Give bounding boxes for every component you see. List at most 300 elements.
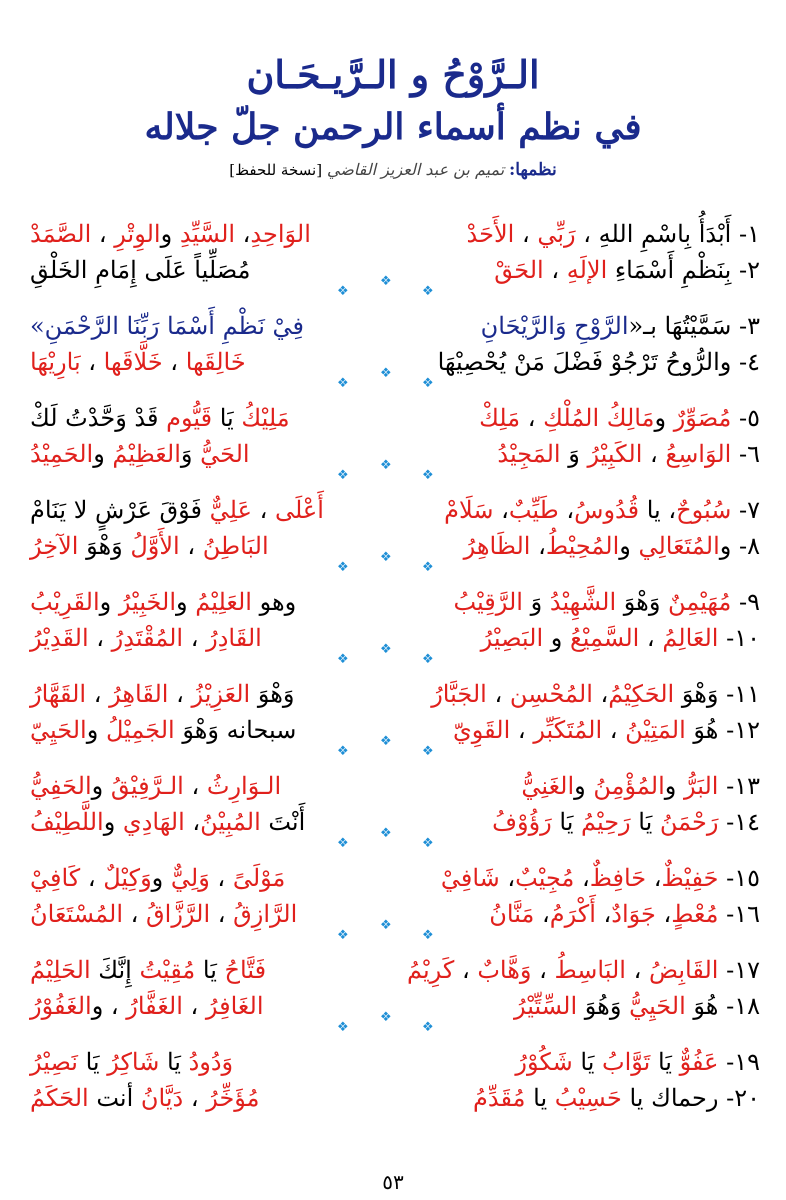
verse-text: المُؤْمِنُ [593, 772, 665, 800]
verse-text: كَرِيْمُ [406, 956, 455, 984]
verse-text: الحَكِيْمُ [608, 680, 675, 708]
verse-text: الإلَهِ [566, 256, 608, 284]
ornament-icon: ❖ [380, 274, 392, 289]
verse-text: فِيْ نَظْمِ أَسْمَا رَبِّنَا الرَّحْمَنِ» [30, 312, 305, 340]
ornament-icon: ❖ [337, 1020, 349, 1035]
ornament-icon: ❖ [337, 744, 349, 759]
ornament-icon: ❖ [422, 376, 434, 391]
verse-text: الكَبِيْرُ [587, 440, 643, 468]
verse-text: مَلِيْكُ [241, 404, 290, 432]
verse-second-hemistich [30, 404, 380, 432]
verse-text: و [151, 864, 171, 892]
verse-number: ١٩- [718, 1048, 760, 1076]
verse-text: بَارِيْهَا [30, 348, 81, 376]
verse-second-hemistich [30, 588, 380, 616]
page-subtitle: في نظم أسماء الرحمن جلّ جلاله [144, 106, 642, 148]
verse-text: وَ [560, 440, 588, 468]
verse-text: وَهْوَ [250, 680, 295, 708]
verse-number: ١٤- [718, 808, 760, 836]
verse-text: مَنَّانُ [489, 900, 535, 928]
verse-first-hemistich [380, 496, 760, 524]
ornament-icon: ❖ [422, 284, 434, 299]
verse-number: ٤- [731, 348, 760, 376]
verse-text: السِّتِّيْرُ [514, 992, 578, 1020]
verse-text: ، [183, 772, 207, 800]
ornament-icon: ❖ [337, 836, 349, 851]
verse-text: مُقِيْتُ [139, 956, 196, 984]
verse-text: ، [514, 220, 538, 248]
verse-text: المُتَعَالِي [638, 532, 720, 560]
verse-text: القَهَّارُ [30, 680, 87, 708]
verse-text: ، [486, 680, 510, 708]
verse-first-hemistich [380, 772, 760, 800]
verse-text: الصَّمَدْ [30, 220, 92, 248]
verse-text: العَظِيْمُ [112, 440, 181, 468]
ornament-divider [30, 458, 760, 492]
verse-text: وَهْوَ [674, 680, 719, 708]
verse-text: العَلِيْمُ [195, 588, 252, 616]
verse-text: الأَوَّلُ [130, 532, 180, 560]
verse-second-hemistich [30, 348, 380, 376]
verse-text: الأَحَدْ [466, 220, 515, 248]
ornament-icon: ❖ [422, 560, 434, 575]
verse-first-hemistich [380, 716, 760, 744]
verse-text: يَا [159, 1048, 189, 1076]
verse-first-hemistich [380, 680, 760, 708]
verse-text: الوَاسِعُ [665, 440, 732, 468]
verse-text: المُحِيْطُ [545, 532, 620, 560]
verse-text: مُعْطٍ [671, 900, 719, 928]
verse-text: و [664, 772, 684, 800]
verse-text: الـرَّفِيْقُ [110, 772, 184, 800]
verse-text: ، [454, 956, 478, 984]
verse-text: شَافِيْ [440, 864, 500, 892]
verse-number: ١٣- [718, 772, 760, 800]
verse-text: قُدُوسُ [574, 496, 640, 524]
verse-number: ٢- [731, 256, 760, 284]
verse-text: ، [80, 864, 104, 892]
verse-text: بِنَظْمِ أَسْمَاءِ [607, 256, 732, 284]
verse-text: و [176, 588, 196, 616]
verse-row [30, 1080, 760, 1116]
verse-first-hemistich [380, 220, 760, 248]
verse-first-hemistich [380, 624, 760, 652]
verse-text: الظَاهِرُ [463, 532, 531, 560]
ornament-divider [30, 734, 760, 768]
verse-text: مُؤَخِّرُ [206, 1084, 260, 1112]
verse-text: الحَكَمُ [30, 1084, 89, 1112]
verse-number: ١٧- [718, 956, 760, 984]
page-number: ٥٣ [382, 1170, 404, 1194]
verse-number: ٧- [731, 496, 760, 524]
verse-number: ٣- [731, 312, 760, 340]
verse-first-hemistich [380, 1048, 760, 1076]
verse-row [30, 712, 760, 748]
verses-container [30, 216, 760, 1116]
verse-text: وَهُوَ [577, 992, 630, 1020]
verse-text: إِنَّكَ [90, 956, 140, 984]
verse-text: حَفِيْظٌ [661, 864, 719, 892]
verse-second-hemistich [30, 1048, 380, 1076]
verse-row [30, 216, 760, 252]
verse-number: ١٠- [718, 624, 760, 652]
verse-text: و [99, 588, 119, 616]
verse-text: سَلَامْ [444, 496, 494, 524]
verse-text: الغَافِرُ [205, 992, 264, 1020]
verse-row [30, 1044, 760, 1080]
verse-second-hemistich [30, 900, 380, 928]
ornament-icon: ❖ [337, 560, 349, 575]
verse-row [30, 860, 760, 896]
verse-row [30, 344, 760, 380]
verse-text: وَكِيْلٌ [103, 864, 152, 892]
verse-text: الجَبَّارُ [431, 680, 487, 708]
verse-text: رحماك يا [621, 1084, 719, 1112]
verse-text: الرَّقِيْبُ [453, 588, 523, 616]
verse-text: الرَّوْحِ وَالرَّيْحَانِ [480, 312, 629, 340]
verse-number: ١٦- [718, 900, 760, 928]
verse-second-hemistich [30, 716, 380, 744]
verse-text: نَصِيْرُ [30, 1048, 78, 1076]
verse-text: ، [209, 864, 233, 892]
verse-text: الآخِرُ [30, 532, 79, 560]
verse-text: مَالِكُ المُلْكِ [543, 404, 655, 432]
verse-second-hemistich [30, 532, 380, 560]
ornament-icon: ❖ [380, 458, 392, 473]
verse-text: المُسْتَعَانُ [30, 900, 124, 928]
verse-text: يَا [212, 404, 242, 432]
verse-text: دَيَّانُ [140, 1084, 184, 1112]
verse-text: كَافِيْ [30, 864, 81, 892]
ornament-divider [30, 826, 760, 860]
ornament-divider [30, 1010, 760, 1044]
verse-text: شَاكِرُ [107, 1048, 160, 1076]
verse-text: عَلِيٌّ [209, 496, 252, 524]
verse-first-hemistich [380, 1084, 760, 1112]
page-title: الـرَّوْحُ و الـرَّيـحَـان [246, 52, 540, 97]
verse-text: فَتَّاحُ [224, 956, 267, 984]
verse-text: الغَفَّارُ [126, 992, 183, 1020]
verse-row [30, 400, 760, 436]
verse-number: ١- [731, 220, 760, 248]
verse-text: ، [574, 864, 590, 892]
verse-text: القَوِيّ [452, 716, 511, 744]
ornament-icon: ❖ [380, 734, 392, 749]
verse-text: ، [210, 900, 234, 928]
verse-text: ، [595, 900, 612, 928]
verse-text: و [103, 808, 123, 836]
verse-row [30, 436, 760, 472]
ornament-icon: ❖ [422, 744, 434, 759]
verse-first-hemistich [380, 532, 760, 560]
verse-text: أَعْلَى [274, 496, 324, 524]
ornament-icon: ❖ [380, 918, 392, 933]
verse-text: أَكْرَمُ [549, 900, 596, 928]
verse-text: الحَيُّ [200, 440, 250, 468]
verse-text: قَيُّوم [166, 404, 213, 432]
verse-text: مُهَيْمِنٌ [668, 588, 732, 616]
verse-text: وَهَّابٌ [477, 956, 532, 984]
ornament-icon: ❖ [337, 284, 349, 299]
verse-text: يَا [630, 808, 660, 836]
verse-number: ٥- [731, 404, 760, 432]
verse-number: ٢٠- [718, 1084, 760, 1112]
verse-row [30, 252, 760, 288]
verse-text: وَهْوَ [616, 588, 669, 616]
verse-text: حَسِيْبُ [554, 1084, 622, 1112]
verse-text: ، [639, 624, 663, 652]
verse-second-hemistich [30, 256, 380, 284]
verse-text: و [654, 404, 674, 432]
verse-number: ١١- [718, 680, 760, 708]
verse-first-hemistich [380, 900, 760, 928]
ornament-icon: ❖ [337, 376, 349, 391]
verse-text: مُقَدِّمُ [473, 1084, 526, 1112]
verse-text: يَا [77, 1048, 108, 1076]
verse-second-hemistich [30, 772, 380, 800]
verse-first-hemistich [380, 348, 760, 376]
verse-text: ، [534, 900, 550, 928]
verse-number: ٨- [731, 532, 760, 560]
verse-first-hemistich [380, 956, 760, 984]
author-name: تميم بن عبد العزيز القاضي [326, 160, 505, 179]
ornament-icon: ❖ [422, 928, 434, 943]
ornament-icon: ❖ [380, 826, 392, 841]
verse-first-hemistich [380, 588, 760, 616]
verse-text: ، [646, 864, 662, 892]
verse-text: حَافِظٌ [589, 864, 647, 892]
verse-text: و [543, 624, 571, 652]
verse-text: القَابِضُ [648, 956, 719, 984]
verse-text: ، [162, 348, 186, 376]
verse-text: الخَبِيْرُ [118, 588, 177, 616]
verse-text: اللَّطِيْفُ [30, 808, 104, 836]
verse-text: و [86, 716, 106, 744]
verse-text: سبحانه وَهْوَ [174, 716, 297, 744]
verse-number: ١٢- [718, 716, 760, 744]
verse-text: وَ [522, 588, 550, 616]
verse-row [30, 676, 760, 712]
verse-text: رَحِيْمُ [581, 808, 631, 836]
verse-text: ، [531, 956, 555, 984]
ornament-divider [30, 366, 760, 400]
ornament-icon: ❖ [337, 652, 349, 667]
verse-text: ، [168, 680, 192, 708]
verse-text: و [719, 532, 732, 560]
verse-text: تَوَّابُ [602, 1048, 651, 1076]
verse-text: ، [530, 532, 546, 560]
verse-text: فَوْقَ عَرْشٍ لا يَنَامْ [30, 496, 210, 524]
verse-text: الحَفِيُّ [30, 772, 92, 800]
verse-second-hemistich [30, 220, 380, 248]
verse-text: هُوَ [685, 716, 719, 744]
verse-text: هُوَ [685, 992, 719, 1020]
verse-number: ٩- [731, 588, 760, 616]
verse-text: مُصَلِّياً عَلَى إِمَامِ الخَلْقِ [30, 256, 251, 284]
verse-text: الرَّزَّاقُ [146, 900, 211, 928]
verse-row [30, 492, 760, 528]
verse-text: ، [179, 532, 203, 560]
verse-text: السَّمِيْعُ [570, 624, 640, 652]
verse-row [30, 768, 760, 804]
verse-text: المَتِيْنُ [625, 716, 686, 744]
verse-text: ، [520, 404, 544, 432]
verse-text: يَا [572, 1048, 603, 1076]
byline-label: نظمها: [508, 160, 557, 180]
verse-text: الوِتْرِ [114, 220, 161, 248]
verse-text: و [574, 772, 594, 800]
verse-text: طَيِّبٌ [508, 496, 559, 524]
verse-number: ٦- [731, 440, 760, 468]
verse-first-hemistich [380, 312, 760, 340]
verse-text: سَمَّيْتُهَا بـ« [628, 312, 732, 340]
byline [0, 160, 786, 180]
verse-text: ، [625, 956, 649, 984]
verse-first-hemistich [380, 256, 760, 284]
verse-first-hemistich [380, 992, 760, 1020]
verse-text: الشَّهِيْدُ [549, 588, 617, 616]
verse-text: القَادِرُ [206, 624, 262, 652]
verse-text: العَزِيْزُ [191, 680, 251, 708]
verse-text: يَا [650, 1048, 680, 1076]
ornament-divider [30, 550, 760, 584]
verse-second-hemistich [30, 312, 380, 340]
verse-text: الهَادِي [122, 808, 185, 836]
verse-second-hemistich [30, 440, 380, 468]
verse-text: ، [602, 716, 626, 744]
verse-row [30, 584, 760, 620]
verse-first-hemistich [380, 404, 760, 432]
verse-text: ، [80, 348, 104, 376]
ornament-icon: ❖ [380, 366, 392, 381]
verse-text: خَلَّاقَها [103, 348, 163, 376]
verse-text: ، [251, 496, 275, 524]
verse-text: المُقْتَدِرُ [111, 624, 184, 652]
verse-text: و [619, 532, 639, 560]
verse-text: السَّيِّدِ [179, 220, 236, 248]
verse-text: الوَاحِدِ [250, 220, 311, 248]
verse-second-hemistich [30, 808, 380, 836]
verse-text: وَ [180, 440, 201, 468]
verse-text: الحَقْ [494, 256, 544, 284]
verse-row [30, 988, 760, 1024]
verse-text: ، [183, 1084, 207, 1112]
verse-first-hemistich [380, 864, 760, 892]
verse-text: ، [235, 220, 251, 248]
verse-text: ، [184, 808, 201, 836]
verse-text: و [160, 220, 180, 248]
verse-row [30, 804, 760, 840]
verse-text: و [91, 772, 111, 800]
ornament-icon: ❖ [337, 468, 349, 483]
verse-first-hemistich [380, 440, 760, 468]
verse-text: رَبِّي [537, 220, 576, 248]
ornament-icon: ❖ [422, 652, 434, 667]
verse-text: ، [123, 900, 147, 928]
verse-row [30, 952, 760, 988]
verse-text: والرُّوحُ تَرْجُوْ فَضْلَ مَنْ يُحْصِيْهَا [437, 348, 732, 376]
verse-second-hemistich [30, 992, 380, 1020]
verse-text: القَاهِرُ [109, 680, 169, 708]
verse-text: وَلِيٌّ [170, 864, 210, 892]
verse-text: الحَيِيُّ [629, 992, 686, 1020]
verse-text: مَلِكْ [479, 404, 521, 432]
ornament-icon: ❖ [380, 1010, 392, 1025]
verse-first-hemistich [380, 808, 760, 836]
verse-number: ١٨- [718, 992, 760, 1020]
verse-text: الجَمِيْلُ [105, 716, 175, 744]
verse-text: وَدُودُ [188, 1048, 234, 1076]
verse-number: ١٥- [718, 864, 760, 892]
verse-text: وَهْوَ [78, 532, 131, 560]
verse-text: مُصَوِّرٌ [673, 404, 732, 432]
verse-text: ، [182, 992, 206, 1020]
verse-text: أنت [88, 1084, 141, 1112]
edition-note: [نسخة للحفظ] [229, 161, 323, 179]
verse-text: ، [88, 624, 112, 652]
verse-text: المُبِيْنُ [200, 808, 261, 836]
ornament-icon: ❖ [422, 468, 434, 483]
verse-text: ، [493, 496, 509, 524]
verse-text: جَوَادٌ [611, 900, 656, 928]
verse-row [30, 308, 760, 344]
verse-text: مَوْلَىً [232, 864, 286, 892]
ornament-icon: ❖ [422, 836, 434, 851]
ornament-icon: ❖ [422, 1020, 434, 1035]
verse-text: أَنْتَ [260, 808, 306, 836]
verse-text: الـوَارِثُ [206, 772, 282, 800]
verse-text: ، يا [639, 496, 677, 524]
ornament-divider [30, 918, 760, 952]
verse-text: ، [592, 680, 609, 708]
verse-second-hemistich [30, 624, 380, 652]
verse-text: ، [91, 220, 115, 248]
verse-second-hemistich [30, 496, 380, 524]
verse-text: ، [655, 900, 672, 928]
verse-row [30, 896, 760, 932]
verse-text: سُبُوحٌ [676, 496, 732, 524]
verse-text: ، و [91, 992, 127, 1020]
verse-row [30, 620, 760, 656]
verse-text: الغَفُوْرُ [30, 992, 92, 1020]
verse-text: ، [642, 440, 666, 468]
verse-text: البَاطِنُ [202, 532, 269, 560]
verse-text: عَفُوٌّ [679, 1048, 719, 1076]
verse-text: ، [558, 496, 575, 524]
verse-text: ، [510, 716, 534, 744]
verse-text: رَحْمَنُ [659, 808, 719, 836]
verse-text: يَا [551, 808, 581, 836]
verse-text: يا [525, 1084, 555, 1112]
verse-text: مُجِيْبٌ [515, 864, 575, 892]
verse-text: المَجِيْدُ [497, 440, 561, 468]
verse-second-hemistich [30, 680, 380, 708]
verse-text: المُحْسِن [509, 680, 593, 708]
verse-text: العَالِمُ [662, 624, 719, 652]
verse-text: وهو [251, 588, 297, 616]
ornament-divider [30, 274, 760, 308]
verse-text: الحَمِيْدُ [30, 440, 94, 468]
verse-text: البَرُّ [684, 772, 719, 800]
verse-second-hemistich [30, 956, 380, 984]
verse-text: أَبْدَأُ بِاسْمِ اللهِ ، [575, 220, 732, 248]
verse-text: ، [499, 864, 516, 892]
verse-text: القَرِيْبُ [30, 588, 100, 616]
verse-text: يَا [195, 956, 225, 984]
verse-second-hemistich [30, 864, 380, 892]
verse-row [30, 528, 760, 564]
verse-text: قَدْ وَحَّدْتُ لَكْ [30, 404, 167, 432]
